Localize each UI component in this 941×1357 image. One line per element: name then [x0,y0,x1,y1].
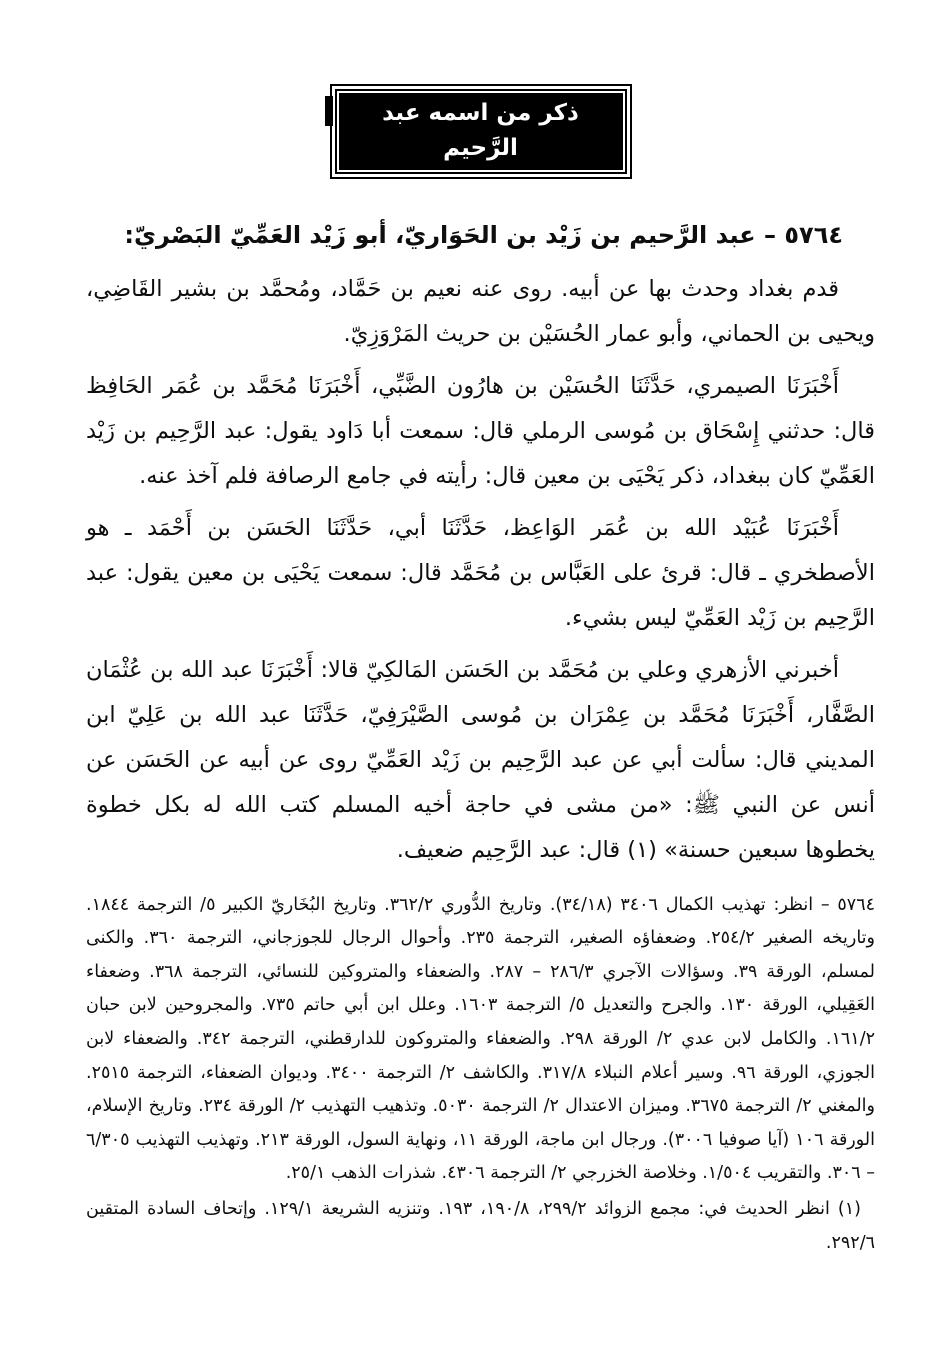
entry-heading: ٥٧٦٤ – عبد الرَّحيم بن زَيْد بن الحَوَاريّ، أبو زَيْد العَمِّيّ البَصْريّ: [124,221,843,249]
chapter-title-box [330,84,632,179]
entry-paragraph-2: أَخْبَرَنَا الصيمري، حَدَّثَنَا الحُسَيْن بن هارُون الضَّبِّي، أَخْبَرَنَا مُحَمَّد بن عُمَر الحَافِظ قال: حدثني إِسْحَاق بن مُوسى الرملي قال: سمعت أبا دَاود يقول: عبد الرَّحِيم بن زَيْد العَمِّيّ كان ببغداد، ذكر يَحْيَى بن معين قال: رأيته في جامع الرصافة فلم آخذ عنه. [86,372,875,489]
chapter-title: ذكر من اسمه عبد الرَّحيم [339,93,623,170]
footnotes-section [86,889,875,1261]
footnote-1: (١) انظر الحديث في: مجمع الزوائد ٢٩٩/٢، ١٩٠/٨، ١٩٣. وتنزيه الشريعة ١٢٩/١. وإتحاف السادة المتقين ٢٩٢/٦. [86,1198,875,1253]
footnote-bibliography: ٥٧٦٤ – انظر: تهذيب الكمال ٣٤٠٦ (٣٤/١٨). وتاريخ الدُّوري ٣٦٢/٢. وتاريخ البُخَاريّ الكبير ٥/ الترجمة ١٨٤٤. وتاريخه الصغير ٢٥٤/٢. وضعفاؤه الصغير، الترجمة ٢٣٥. وأحوال الرجال للجوزجاني، الترجمة ٣٦٠. والكنى لمسلم، الورقة ٣٩. وسؤالات الآجري ٢٨٦/٣ – ٢٨٧. والضعفاء والمتروكين للنسائي، الترجمة ٣٦٨. وضعفاء العَقِيلي، الورقة ١٣٠. والجرح والتعديل ٥/ الترجمة ١٦٠٣. وعلل ابن أبي حاتم ٧٣٥. والمجروحين لابن حبان ١٦١/٢. والكامل لابن عدي ٢/ الورقة ٢٩٨. والضعفاء والمتروكون للدارقطني، الترجمة ٣٤٢. والضعفاء لابن الجوزي، الورقة ٩٦. وسير أعلام النبلاء ٣١٧/٨. والكاشف ٢/ الترجمة ٣٤٠٠. وديوان الضعفاء، الترجمة ٢٥١٥. والمغني ٢/ الترجمة ٣٦٧٥. وميزان الاعتدال ٢/ الترجمة ٥٠٣٠. وتذهيب التهذيب ٢/ الورقة ٢٣٤. وتاريخ الإسلام، الورقة ١٠٦ (آيا صوفيا ٣٠٠٦). ورجال ابن ماجة، الورقة ١١، ونهاية السول، الورقة ٢١٣. وتهذيب التهذيب ٦/٣٠٥ – ٣٠٦. والتقريب ١/٥٠٤. وخلاصة الخزرجي ٢/ الترجمة ٤٣٠٦. شذرات الذهب ٢٥/١. [86,894,876,1184]
biography-entry [86,213,875,873]
entry-paragraph-1: قدم بغداد وحدث بها عن أبيه. روى عنه نعيم بن حَمَّاد، ومُحمَّد بن بشير القَاضِي، ويحيى بن الحماني، وأبو عمار الحُسَيْن بن حريث المَرْوَزِيّ. [86,275,875,347]
title-box-ornament [325,96,333,126]
entry-paragraph-3: أَخْبَرَنَا عُبَيْد الله بن عُمَر الوَاعِظ، حَدَّثَنَا أبي، حَدَّثَنَا الحَسَن بن أَحْمَد ـ هو الأصطخري ـ قال: قرئ على العَبَّاس بن مُحَمَّد قال: سمعت يَحْيَى بن معين يقول: عبد الرَّحِيم بن زَيْد العَمِّيّ ليس بشيء. [86,514,875,631]
title-box-inner-frame [335,89,627,174]
entry-paragraph-4: أخبرني الأزهري وعلي بن مُحَمَّد بن الحَسَن المَالكِيّ قالا: أَخْبَرَنَا عبد الله بن عُثْمَان الصَّفَّار، أَخْبَرَنَا مُحَمَّد بن عِمْرَان بن مُوسى الصَّيْرَفِيّ، حَدَّثَنَا عبد الله بن عَلِيّ ابن المديني قال: سألت أبي عن عبد الرَّحِيم بن زَيْد العَمِّيّ روى عن أبيه عن الحَسَن عن أنس عن النبي ﷺ: «من مشى في حاجة أخيه المسلم كتب الله له بكل خطوة يخطوها سبعين حسنة» (١) قال: عبد الرَّحِيم ضعيف. [86,656,875,863]
